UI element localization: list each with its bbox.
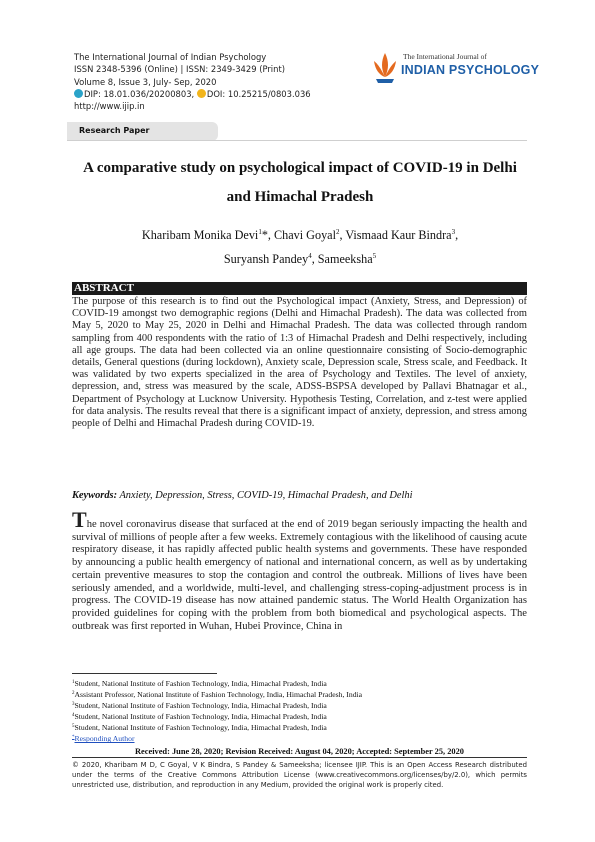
footnote: $^3$Student, National Institute of Fashion Technology, India, Himachal Pradesh, India xyxy=(72,701,327,711)
keywords xyxy=(72,489,527,502)
author: Chavi Goyal$^2$, xyxy=(274,228,346,242)
lotus-logo-icon xyxy=(370,49,400,89)
author: Suryansh Pandey$^4$, xyxy=(223,252,318,266)
journal-url[interactable]: http://www.ijip.in xyxy=(74,101,145,112)
footnote-divider xyxy=(72,673,217,674)
keywords-label: Keywords: xyxy=(72,490,118,501)
body-text: he novel coronavirus disease that surfaced at the end of 2019 began seriously impacting the health and survival of millions of people after a few weeks. Extremely contagious with the likelihood of causing acute respiratory disease, it has rapidly affected public health systems and governments. These have responded by announcing a public health emergency of national and international concern, as well as by undertaking certain preventive measures to stop the contagion and control the outbreak. Millions of lives have been seriously amended, and a worldwide, multi-level, and challenging stress-coping-adjustment process is in progress. The COVID-19 disease has now attained pandemic status. The World Health Organization has provided guidelines for coping with the problem from both biomedical and psychological aspects. The outbreak was first reported in Wuhan, Hubei Province, China in xyxy=(72,519,527,632)
doi-line xyxy=(74,88,311,100)
doi-badge-icon xyxy=(197,89,206,98)
author-list xyxy=(70,223,530,271)
article-type-label: Research Paper xyxy=(79,126,150,135)
article-type-bar xyxy=(67,122,218,141)
received-dates: Received: June 28, 2020; Revision Received: August 04, 2020; Accepted: September 25, 2020 xyxy=(135,747,464,756)
author: Kharibam Monika Devi$^1$*, xyxy=(141,228,275,242)
dip-text: DIP: 18.01.036/20200803, xyxy=(84,88,195,99)
journal-info xyxy=(74,51,311,112)
drop-cap: T xyxy=(72,507,87,532)
footnote: $^1$Student, National Institute of Fashion Technology, India, Himachal Pradesh, India xyxy=(72,679,327,688)
paper-title: A comparative study on psychological impact of COVID-19 in Delhi and Himachal Pradesh xyxy=(83,160,517,205)
logo-main-text: INDIAN PSYCHOLOGY xyxy=(401,63,540,77)
header-divider xyxy=(67,140,527,141)
abstract-heading: ABSTRACT xyxy=(72,282,527,295)
responding-author-link[interactable]: Responding Author xyxy=(74,734,135,744)
dip-badge-icon xyxy=(74,89,83,98)
author: Sameeksha$^5$ xyxy=(317,252,377,266)
footnotes xyxy=(72,678,527,745)
journal-logo xyxy=(370,47,540,93)
license-text: © 2020, Kharibam M D, C Goyal, V K Bindra, S Pandey & Sameeksha; licensee IJIP. This is an Open Access Research distributed under the terms of the Creative Commons Attribution License (www.creativecommons.org/licenses/by/2.0), which permits unrestricted use, distribution, and reproduction in any Medium, provided the original work is properly cited. xyxy=(72,761,527,790)
doi-text[interactable]: DOI: 10.25215/0803.036 xyxy=(206,88,311,99)
footnote: $^5$Student, National Institute of Fashion Technology, India, Himachal Pradesh, India xyxy=(72,723,327,733)
logo-top-text: The International Journal of xyxy=(403,52,487,61)
author: Vismaad Kaur Bindra$^3$, xyxy=(345,228,459,242)
keywords-text: Anxiety, Depression, Stress, COVID-19, Himachal Pradesh, and Delhi xyxy=(119,490,413,501)
issn: ISSN 2348-5396 (Online) | ISSN: 2349-3429 (Print) xyxy=(74,64,285,75)
volume-issue: Volume 8, Issue 3, July- Sep, 2020 xyxy=(74,76,217,87)
responding-author[interactable]: *Responding Author xyxy=(72,734,135,744)
footnote: $^2$Assistant Professor, National Institute of Fashion Technology, India, Himachal Pradesh, India xyxy=(72,690,363,700)
footnote: $^4$Student, National Institute of Fashion Technology, India, Himachal Pradesh, India xyxy=(72,712,327,722)
journal-name: The International Journal of Indian Psychology xyxy=(74,52,267,62)
abstract-text: The purpose of this research is to find out the Psychological impact (Anxiety, Stress, and Depression) of COVID-19 amongst two demographic regions (Delhi and Himachal Pradesh). The data was collected from May 5, 2020 to May 25, 2020 in Delhi and Himachal Pradesh. The data was collected through random sampling from 400 respondents with the ratio of 1:3 of Himachal Pradesh and Delhi respectively, including all age groups. The data had been collected via an online questionnaire consisting of Socio-demographic details, General questions (during lockdown), Anxiety scale, Depression scale, Stress scale, and Feedback. It was validated by two experts specialized in the area of Psychology and Textiles. The level of anxiety, depression, and, stress was measured by the scale, ADSS-BSPSA developed by Pallavi Bhatnagar et al., Department of Psychology at Lucknow University. Hypothesis Testing, Correlation, and z-test were applied for data analysis. The results reveal that there is a significant impact of anxiety, depression, and stress among people of Delhi and Himachal Pradesh during COVID-19. xyxy=(72,296,527,430)
received-divider xyxy=(72,757,527,758)
body-paragraph xyxy=(72,507,527,633)
